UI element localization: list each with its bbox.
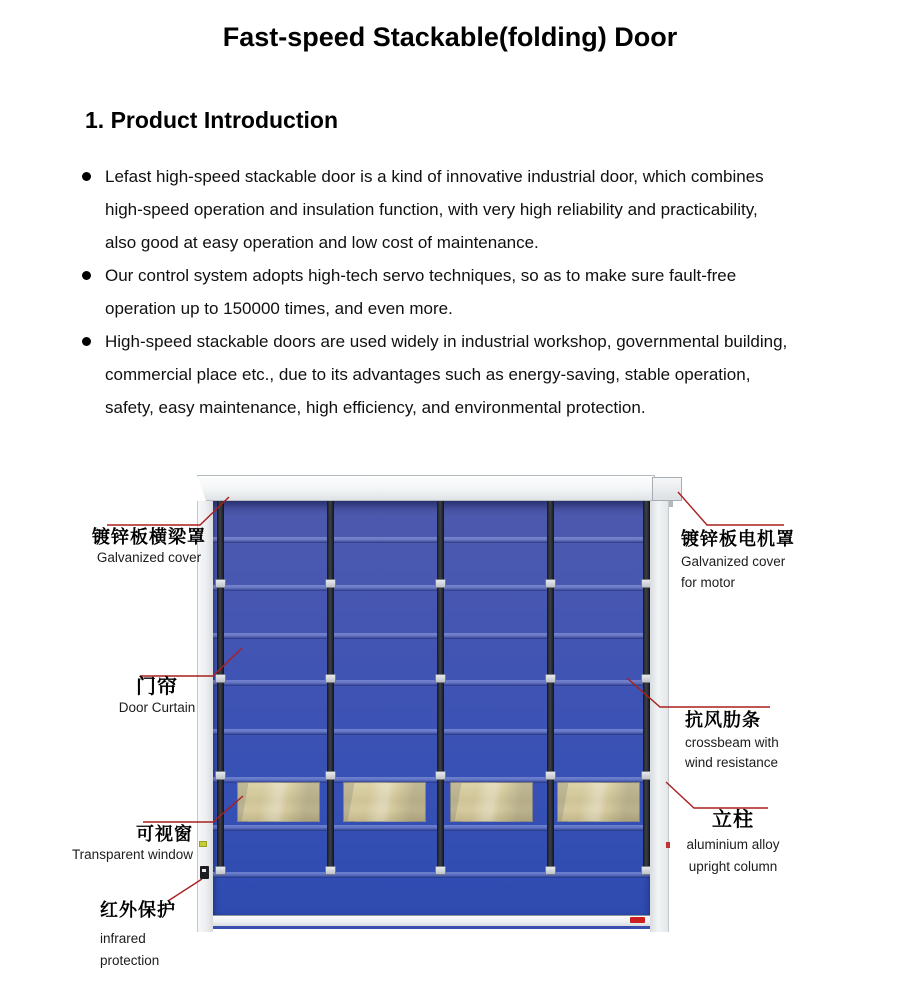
strap-buckle [325,866,336,875]
label-crossbeam-en1: crossbeam with [685,735,779,750]
label-galvanized-cover-en: Galvanized cover [96,550,202,565]
curtain-strap [437,501,444,874]
fold-line [213,680,650,686]
door-curtain [213,501,650,915]
strap-buckle [215,866,226,875]
intro-line: High-speed stackable doors are used widely in industrial workshop, governmental building, [105,332,788,351]
label-infrared-protection-en2: protection [100,953,160,968]
fold-line [213,872,650,878]
strap-buckle [545,866,556,875]
fold-line [213,537,650,543]
section-heading: 1. Product Introduction [85,107,338,133]
label-motor-cover [681,529,831,593]
strap-buckle [435,866,446,875]
strap-buckle [435,674,446,683]
label-motor-cover-en1: Galvanized cover [681,554,786,569]
transparent-window [557,782,640,822]
motor-cover-box [652,477,682,501]
strap-buckle [641,771,650,780]
intro-line: commercial place etc., due to its advantages such as energy-saving, stable operation, [105,365,751,384]
brand-logo [630,917,645,923]
intro-list [80,160,850,424]
strap-buckle [545,579,556,588]
label-infrared-protection [100,900,220,972]
strap-buckle [215,771,226,780]
column-indicator [666,842,670,848]
label-motor-cover-zh: 镀锌板电机罩 [681,529,795,549]
label-motor-cover-en2: for motor [681,575,736,590]
label-crossbeam [685,710,835,772]
label-door-curtain-en: Door Curtain [118,700,196,715]
intro-line: Our control system adopts high-tech servo techniques, so as to make sure fault-free [105,266,737,285]
strap-buckle [641,579,650,588]
product-figure [0,470,900,1004]
door-bottom-bar [213,915,650,926]
label-upright-column [683,810,783,878]
photocell-device [199,841,207,847]
fold-line [213,825,650,831]
page-title: Fast-speed Stackable(folding) Door [222,22,678,52]
transparent-window [237,782,320,822]
label-upright-column-en1: aluminium alloy [686,837,780,852]
infrared-sensor [200,866,209,879]
strap-buckle [545,674,556,683]
fold-line [213,585,650,591]
label-crossbeam-en2: wind resistance [685,754,779,770]
label-transparent-window-en: Transparent window [71,847,193,862]
intro-line: Lefast high-speed stackable door is a kind of innovative industrial door, which combines [105,167,764,186]
intro-line: also good at easy operation and low cost of maintenance. [105,233,539,252]
intro-line: safety, easy maintenance, high efficiency, and environmental protection. [105,398,646,417]
intro-line: high-speed operation and insulation function, with very high reliability and practicability, [105,200,758,219]
strap-buckle [545,771,556,780]
strap-buckle [641,866,650,875]
label-infrared-protection-en1: infrared [100,931,146,946]
right-upright-column [650,501,669,932]
curtain-strap [643,501,650,874]
label-transparent-window-zh: 可视窗 [136,824,193,844]
label-galvanized-cover-zh: 镀锌板横梁罩 [92,527,206,547]
door-bottom-edge [213,926,650,929]
label-galvanized-cover [59,527,239,568]
door-top-cover [197,475,655,501]
label-upright-column-zh: 立柱 [712,809,754,831]
transparent-window [343,782,426,822]
curtain-strap [547,501,554,874]
intro-item [80,160,850,259]
intro-item [80,325,850,424]
transparent-window [450,782,533,822]
intro-item [80,259,850,325]
fold-line [213,633,650,639]
strap-buckle [435,771,446,780]
strap-buckle [325,674,336,683]
fold-line [213,729,650,735]
label-transparent-window [43,824,193,865]
curtain-strap [327,501,334,874]
strap-buckle [641,674,650,683]
label-door-curtain [91,677,223,718]
strap-buckle [435,579,446,588]
strap-buckle [325,771,336,780]
label-upright-column-en2: upright column [688,859,778,874]
label-door-curtain-zh: 门帘 [136,676,178,698]
strap-buckle [325,579,336,588]
intro-line: operation up to 150000 times, and even more. [105,299,453,318]
label-crossbeam-zh: 抗风肋条 [685,710,761,730]
label-infrared-protection-zh: 红外保护 [100,900,176,920]
strap-buckle [215,579,226,588]
